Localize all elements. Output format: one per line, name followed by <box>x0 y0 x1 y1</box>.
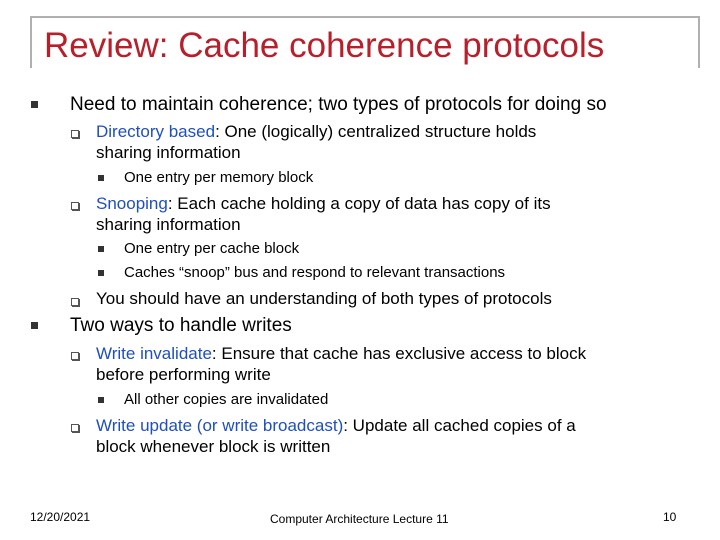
snooping-desc: : Each cache holding a copy of data has copy of its <box>167 194 551 213</box>
directory-term: Directory based <box>96 122 216 141</box>
bullet-square-icon <box>98 246 104 252</box>
write-invalidate-line1 <box>96 344 586 364</box>
bullet-square-icon <box>31 101 38 108</box>
snooping-sub-item-1: One entry per cache block <box>124 240 300 257</box>
bullet-hollow-square-icon <box>71 298 79 306</box>
write-update-line2: block whenever block is written <box>96 437 331 456</box>
write-invalidate-sub-item: All other copies are invalidated <box>124 391 329 408</box>
footer-date: 12/20/2021 <box>30 510 91 524</box>
footer-page-number: 10 <box>663 510 677 524</box>
bullet-need-coherence: Need to maintain coherence; two types of protocols for doing so <box>70 94 607 115</box>
write-update-term: Write update (or write broadcast) <box>96 416 344 435</box>
footer-course: Computer Architecture Lecture 11 <box>270 512 449 526</box>
snooping-line1 <box>96 194 551 214</box>
bullet-hollow-square-icon <box>71 424 79 432</box>
write-update-line1 <box>96 416 576 436</box>
directory-line2: sharing information <box>96 143 241 162</box>
write-invalidate-desc: : Ensure that cache has exclusive access to block <box>211 344 587 363</box>
directory-sub-item: One entry per memory block <box>124 169 314 186</box>
bullet-two-ways: Two ways to handle writes <box>70 315 292 336</box>
write-invalidate-term: Write invalidate <box>96 344 212 363</box>
bullet-hollow-square-icon <box>71 352 79 360</box>
bullet-square-icon <box>98 175 104 181</box>
write-invalidate-line2: before performing write <box>96 365 271 384</box>
bullet-hollow-square-icon <box>71 130 79 138</box>
bullet-square-icon <box>98 270 104 276</box>
understanding-item: You should have an understanding of both types of protocols <box>96 289 552 308</box>
bullet-square-icon <box>98 397 104 403</box>
slide-title: Review: Cache coherence protocols <box>44 26 605 65</box>
directory-line1 <box>96 122 536 142</box>
snooping-line2: sharing information <box>96 215 241 234</box>
bullet-square-icon <box>31 322 38 329</box>
write-update-desc: : Update all cached copies of a <box>343 416 576 435</box>
bullet-hollow-square-icon <box>71 202 79 210</box>
directory-desc: : One (logically) centralized structure holds <box>215 122 537 141</box>
snooping-term: Snooping <box>96 194 168 213</box>
snooping-sub-item-2: Caches “snoop” bus and respond to relevant transactions <box>124 264 506 281</box>
